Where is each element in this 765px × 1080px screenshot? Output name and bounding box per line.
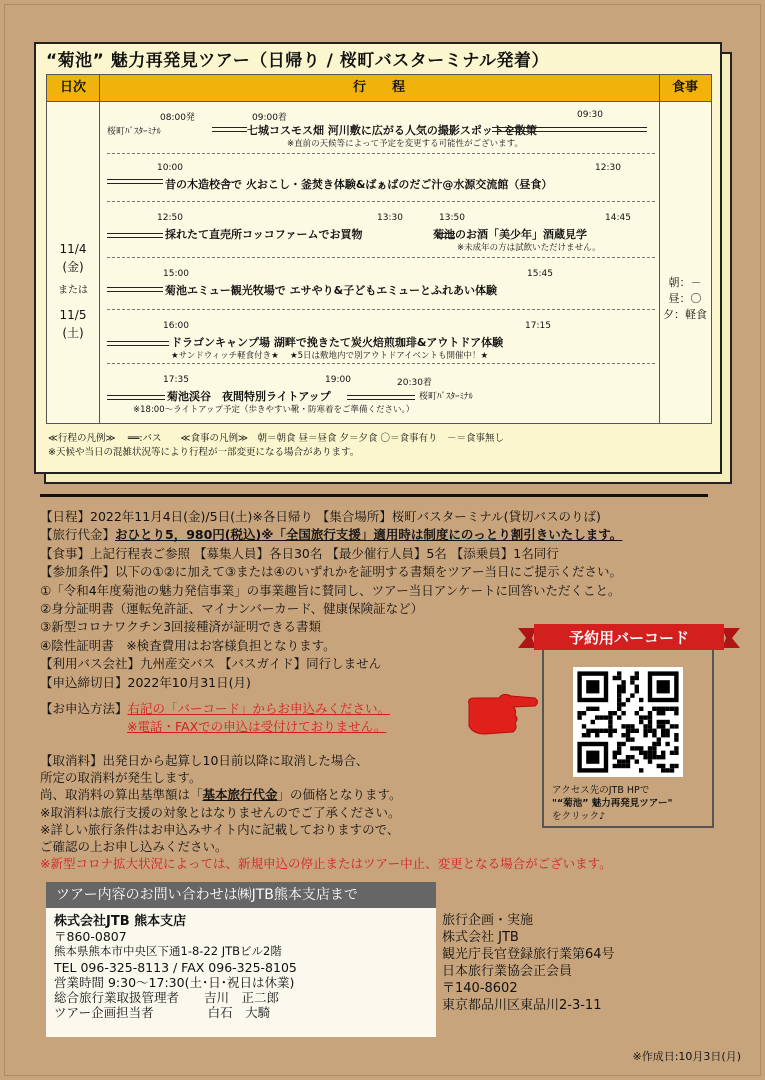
- time: 08:00発: [160, 113, 195, 123]
- address: 熊本県熊本市中央区下通1-8-22 JTBビル2階: [54, 944, 282, 959]
- apply-label: 【お申込方法】: [40, 701, 128, 716]
- note: ※18:00～ライトアップ予定（歩きやすい靴・防寒着をご準備ください。）: [133, 405, 415, 415]
- time: 10:00: [157, 163, 183, 173]
- phone: TEL 096-325-8113 / FAX 096-325-8105: [54, 959, 297, 975]
- bus-route-line: [107, 395, 165, 400]
- info-line: 【日程】2022年11月4日(金)/5日(土)※各日帰り 【集合場所】桜町バスターミナル(貸切バスのりば): [40, 509, 601, 524]
- time: 13:50: [439, 213, 465, 223]
- organizer-line: 観光庁長官登録旅行業第64号: [442, 947, 615, 962]
- pointing-hand-icon: [465, 690, 540, 742]
- info-line: 【利用バス会社】九州産交バス 【バスガイド】同行しません: [40, 656, 382, 672]
- bus-route-line: [437, 233, 455, 238]
- place: 桜町ﾊﾞｽﾀｰﾐﾅﾙ: [419, 392, 474, 402]
- info-line: [40, 526, 622, 544]
- cancel-line: ご確認の上お申し込みください。: [40, 839, 228, 855]
- organizer-line: 東京都品川区東品川2-3-11: [442, 998, 602, 1013]
- meal-breakfast: 朝：－: [668, 276, 702, 289]
- day-cell: [47, 240, 99, 342]
- organizer: [442, 912, 615, 1014]
- barcode-text: [552, 784, 672, 823]
- cancel-line: 【取消料】出発日から起算し10日前以降に取消した場合、: [40, 753, 369, 768]
- time: 17:35: [163, 375, 189, 385]
- row-divider: [107, 363, 655, 364]
- row-divider: [107, 309, 655, 310]
- organizer-line: 株式会社 JTB: [442, 930, 519, 945]
- contact-box: [46, 882, 436, 1037]
- table-header: [47, 75, 711, 102]
- day-weekday-2: (土): [62, 326, 84, 340]
- created-date: ※作成日:10月3日(月): [632, 1050, 741, 1063]
- bus-route-line: [107, 287, 163, 292]
- price-value: おひとり5，980円(税込): [115, 527, 262, 543]
- cancel-line: 尚、取消料の算出基準額は「基本旅行代金」の価格となります。: [40, 787, 402, 803]
- day-date-1: 11/4: [59, 242, 87, 256]
- cancel-line: 所定の取消料が発生します。: [40, 770, 202, 786]
- note: ★サンドウィッチ軽食付き★ ★5日は敷地内で別アウトドアイベントも開催中！★: [171, 351, 489, 361]
- info-line: ③新型コロナワクチン3回接種済が証明できる書類: [40, 619, 322, 635]
- divider: [99, 75, 100, 423]
- branch-name: 株式会社JTB 熊本支店: [54, 914, 187, 929]
- activity: 菊池渓谷 夜間特別ライトアップ: [167, 390, 331, 403]
- bus-route-line: [107, 341, 169, 346]
- note: ※未成年の方は試飲いただけません。: [457, 243, 601, 253]
- info-line: ②身分証明書（運転免許証、マイナンバーカード、健康保険証など）: [40, 601, 424, 617]
- time: 12:30: [595, 163, 621, 173]
- info-line: ④陰性証明書 ※検査費用はお客様負担となります。: [40, 637, 336, 653]
- row-divider: [107, 153, 655, 154]
- activity: 菊池のお酒「美少年」酒蔵見学: [433, 228, 587, 241]
- activity: ドラゴンキャンプ場 湖畔で挽きたて炭火焙煎珈琲&アウトドア体験: [171, 336, 504, 349]
- meal-dinner: 夕：軽食: [663, 308, 707, 321]
- manager: 総合旅行業取扱管理者 吉川 正二郎: [54, 990, 280, 1006]
- hours: 営業時間 9:30～17:30(土･日･祝日は休業): [54, 974, 295, 990]
- legend: [48, 432, 504, 460]
- meal-lunch: 昼：〇: [668, 292, 702, 305]
- itinerary-table: [46, 74, 712, 424]
- note: ※直前の天候等によって予定を変更する可能性がございます。: [287, 139, 523, 149]
- qr-code[interactable]: [573, 667, 683, 777]
- info-line: ①「令和4年度菊池の魅力発信事業」の事業趣旨に賛同し、ツアー当日アンケートに回答いただくこと。: [40, 582, 621, 598]
- time: 15:45: [527, 269, 553, 279]
- price-label: 【旅行代金】: [40, 527, 116, 543]
- organizer-line: 〒140-8602: [442, 981, 518, 996]
- organizer-line: 旅行企画・実施: [442, 913, 534, 928]
- bus-route-line: [107, 233, 163, 238]
- cancel-line: ※取消料は旅行支援の対象とはなりませんのでご了承ください。: [40, 804, 401, 820]
- tour-info: [40, 508, 622, 692]
- activity: 菊池エミュー観光牧場で エサやり&子どもエミューとふれあい体験: [165, 284, 497, 297]
- activity: 昔の木造校舎で 火おこし・釜焚き体験&ばぁばのだご汁@水源交流館（昼食）: [165, 178, 553, 191]
- bus-route-line: [107, 179, 163, 184]
- time: 20:30着: [397, 378, 432, 388]
- header-itinerary: 行 程: [352, 80, 405, 95]
- cancel-line: ※詳しい旅行条件はお申込みサイト内に記載しておりますので、: [40, 821, 400, 837]
- meal-cell: [659, 275, 711, 323]
- itinerary-card: [34, 42, 722, 474]
- activity: 七城コスモス畑 河川敷に広がる人気の撮影スポットを散策: [247, 124, 537, 137]
- barcode-line: アクセス先のJTB HPで: [552, 785, 650, 796]
- time: 09:00着: [252, 113, 287, 123]
- bus-route-line: [212, 127, 247, 132]
- info-line: 【申込締切日】2022年10月31日(月): [40, 674, 251, 690]
- base-fare: 基本旅行代金: [202, 787, 278, 803]
- header-meal: 食事: [671, 80, 698, 95]
- tour-title: “菊池” 魅力再発見ツアー（日帰り / 桜町バスターミナル発着）: [46, 51, 549, 71]
- planner: ツアー企画担当者 白石 大騎: [54, 1005, 271, 1021]
- application-method: [40, 700, 390, 736]
- price-note: ※「全国旅行支援」適用時は制度にのっとり割引きいたします。: [261, 527, 623, 543]
- ribbon-label: 予約用バーコード: [568, 629, 690, 647]
- activity: 採れたて直売所コッコファームでお買物: [165, 228, 363, 241]
- info-line: 【参加条件】以下の①②に加えて③または④のいずれかを証明する書類をツアー当日にご提示ください。: [40, 564, 622, 580]
- barcode-line: をクリック♪: [552, 811, 606, 822]
- cancellation-info: [40, 752, 612, 872]
- day-or: または: [58, 285, 88, 296]
- apply-note: ※電話・FAXでの申込は受付けておりません。: [127, 719, 387, 734]
- covid-warning: ※新型コロナ拡大状況によっては、新規申込の停止またはツアー中止、変更となる場合がございます。: [40, 856, 612, 872]
- day-date-2: 11/5: [59, 308, 87, 322]
- time: 09:30: [577, 110, 603, 120]
- time: 15:00: [163, 269, 189, 279]
- apply-line: 右記の「バーコード」からお申込みください。: [127, 701, 391, 716]
- qr-code-icon: [573, 667, 683, 777]
- time: 13:30: [377, 213, 403, 223]
- time: 17:15: [525, 321, 551, 331]
- contact-header: ツアー内容のお問い合わせは㈱JTB熊本支店まで: [46, 882, 436, 908]
- barcode-line: "“菊池” 魅力再発見ツアー": [552, 798, 673, 809]
- row-divider: [107, 201, 655, 202]
- barcode-ribbon: [518, 624, 740, 652]
- organizer-line: 日本旅行業協会正会員: [442, 964, 573, 979]
- time: 16:00: [163, 321, 189, 331]
- divider-line: [40, 494, 708, 497]
- legend-line: ≪行程の凡例≫ ══:バス ≪食事の凡例≫ 朝＝朝食 昼＝昼食 夕＝夕食 〇＝食事有り －＝食事無し: [48, 433, 505, 444]
- time: 14:45: [605, 213, 631, 223]
- day-weekday-1: (金): [62, 260, 84, 274]
- zip: 〒860-0807: [54, 929, 127, 945]
- time: 19:00: [325, 375, 351, 385]
- time: 12:50: [157, 213, 183, 223]
- legend-line: ※天候や当日の混雑状況等により行程が一部変更になる場合があります。: [48, 447, 360, 458]
- bus-route-line: [347, 395, 415, 400]
- contact-body: [54, 914, 297, 1020]
- bus-route-line: [492, 127, 647, 132]
- header-day: 日次: [59, 80, 86, 95]
- row-divider: [107, 257, 655, 258]
- info-line: 【食事】上記行程表ご参照 【募集人員】各日30名 【最少催行人員】5名 【添乗員】1名同行: [40, 545, 559, 561]
- place: 桜町ﾊﾞｽﾀｰﾐﾅﾙ: [107, 127, 162, 137]
- divider: [659, 75, 660, 423]
